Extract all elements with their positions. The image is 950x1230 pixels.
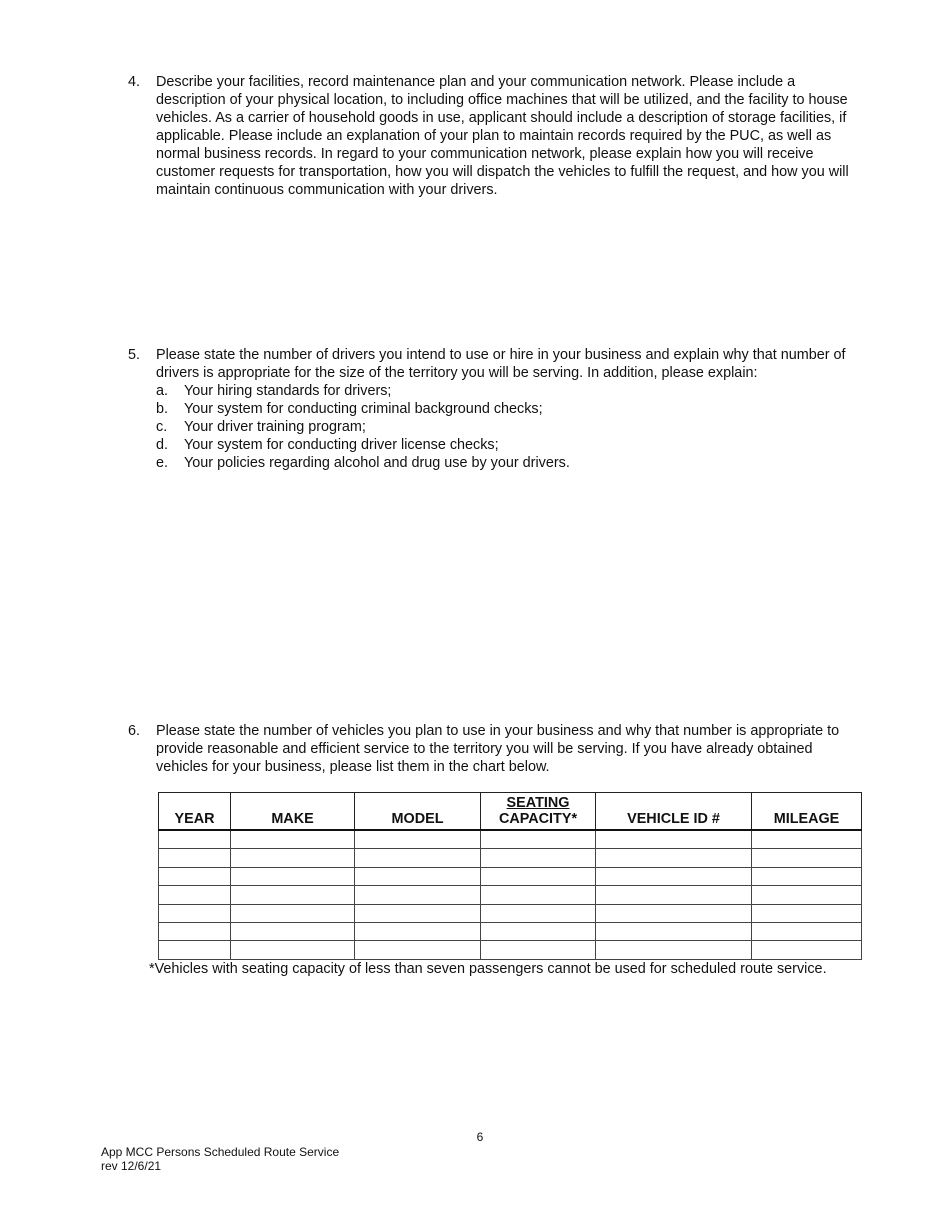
vehicle-table-header <box>159 793 862 831</box>
cell-seating-capacity[interactable] <box>481 904 596 922</box>
cell-vehicle-id[interactable] <box>596 849 752 867</box>
question-6-number: 6. <box>128 723 141 739</box>
sublist-item-b <box>156 400 868 418</box>
cell-year[interactable] <box>159 904 231 922</box>
sublist-item-a <box>156 382 868 400</box>
cell-seating-capacity[interactable] <box>481 922 596 940</box>
vehicle-table <box>158 792 862 960</box>
sublist-text: Your policies regarding alcohol and drug use by your drivers. <box>184 455 570 471</box>
sublist-text: Your system for conducting criminal background checks; <box>184 401 543 417</box>
header-year: YEAR <box>159 793 231 831</box>
sublist-letter: a. <box>156 383 169 399</box>
cell-year[interactable] <box>159 922 231 940</box>
cell-make[interactable] <box>231 922 355 940</box>
sublist-text: Your driver training program; <box>184 419 366 435</box>
cell-model[interactable] <box>355 941 481 959</box>
cell-model[interactable] <box>355 886 481 904</box>
table-row <box>159 941 862 959</box>
cell-seating-capacity[interactable] <box>481 849 596 867</box>
cell-vehicle-id[interactable] <box>596 867 752 885</box>
cell-mileage[interactable] <box>752 867 862 885</box>
cell-mileage[interactable] <box>752 922 862 940</box>
header-seating-capacity <box>481 793 596 831</box>
table-row <box>159 922 862 940</box>
vehicle-table-body <box>159 830 862 959</box>
cell-make[interactable] <box>231 849 355 867</box>
cell-model[interactable] <box>355 849 481 867</box>
cell-seating-capacity[interactable] <box>481 941 596 959</box>
cell-model[interactable] <box>355 867 481 885</box>
cell-mileage[interactable] <box>752 904 862 922</box>
table-row <box>159 904 862 922</box>
cell-year[interactable] <box>159 849 231 867</box>
page-number: 6 <box>476 1130 484 1144</box>
cell-vehicle-id[interactable] <box>596 922 752 940</box>
seating-footnote: *Vehicles with seating capacity of less than seven passengers cannot be used for scheduled route service. <box>149 961 827 977</box>
footer-revision: rev 12/6/21 <box>101 1159 162 1173</box>
cell-seating-capacity[interactable] <box>481 886 596 904</box>
cell-year[interactable] <box>159 941 231 959</box>
cell-model[interactable] <box>355 830 481 849</box>
cell-mileage[interactable] <box>752 830 862 849</box>
cell-vehicle-id[interactable] <box>596 886 752 904</box>
sublist-letter: d. <box>156 437 169 453</box>
cell-mileage[interactable] <box>752 849 862 867</box>
header-model: MODEL <box>355 793 481 831</box>
cell-year[interactable] <box>159 886 231 904</box>
question-4 <box>128 73 868 199</box>
cell-mileage[interactable] <box>752 886 862 904</box>
cell-year[interactable] <box>159 830 231 849</box>
sublist-letter: b. <box>156 401 169 417</box>
cell-vehicle-id[interactable] <box>596 941 752 959</box>
header-seating-line1: SEATING <box>506 795 570 811</box>
cell-vehicle-id[interactable] <box>596 830 752 849</box>
cell-model[interactable] <box>355 922 481 940</box>
sublist-text: Your hiring standards for drivers; <box>184 383 392 399</box>
table-row <box>159 830 862 849</box>
header-vehicle-id: VEHICLE ID # <box>596 793 752 831</box>
cell-year[interactable] <box>159 867 231 885</box>
question-5-sublist <box>156 382 868 472</box>
header-seating-line2: CAPACITY* <box>498 811 578 827</box>
question-6 <box>128 722 868 776</box>
sublist-item-c <box>156 418 868 436</box>
table-row <box>159 849 862 867</box>
document-footer <box>101 1145 339 1173</box>
cell-make[interactable] <box>231 886 355 904</box>
sublist-text: Your system for conducting driver license checks; <box>184 437 499 453</box>
sublist-item-d <box>156 436 868 454</box>
question-6-text: Please state the number of vehicles you plan to use in your business and why that number is appropriate to provide reasonable and efficient service to the territory you will be serving. If you have already obtained vehicles for your business, please list them in the chart below. <box>156 723 840 775</box>
cell-seating-capacity[interactable] <box>481 867 596 885</box>
sublist-item-e <box>156 454 868 472</box>
table-row <box>159 867 862 885</box>
question-4-number: 4. <box>128 74 141 90</box>
header-mileage: MILEAGE <box>752 793 862 831</box>
sublist-letter: e. <box>156 455 169 471</box>
cell-mileage[interactable] <box>752 941 862 959</box>
cell-make[interactable] <box>231 830 355 849</box>
footer-form-title: App MCC Persons Scheduled Route Service <box>101 1145 340 1159</box>
cell-make[interactable] <box>231 941 355 959</box>
sublist-letter: c. <box>156 419 168 435</box>
question-4-text: Describe your facilities, record maintenance plan and your communication network. Please include a description of your physical location, to including office machines that will be utilized, and the facility to house vehicles. As a carrier of household goods in use, applicant should include a description of storage facilities, if applicable. Please include an explanation of your plan to maintain records required by the PUC, as well as normal business records. In regard to your communication network, please explain how you will receive customer requests for transportation, how you will dispatch the vehicles to fulfill the request, and how you will maintain continuous communication with your drivers. <box>156 74 849 198</box>
question-5-text: Please state the number of drivers you intend to use or hire in your business and explain why that number of drivers is appropriate for the size of the territory you will be serving. In addition, please explain: <box>156 347 846 381</box>
cell-make[interactable] <box>231 904 355 922</box>
cell-vehicle-id[interactable] <box>596 904 752 922</box>
cell-make[interactable] <box>231 867 355 885</box>
header-make: MAKE <box>231 793 355 831</box>
question-5-number: 5. <box>128 347 141 363</box>
question-5 <box>128 346 868 472</box>
cell-model[interactable] <box>355 904 481 922</box>
cell-seating-capacity[interactable] <box>481 830 596 849</box>
table-row <box>159 886 862 904</box>
